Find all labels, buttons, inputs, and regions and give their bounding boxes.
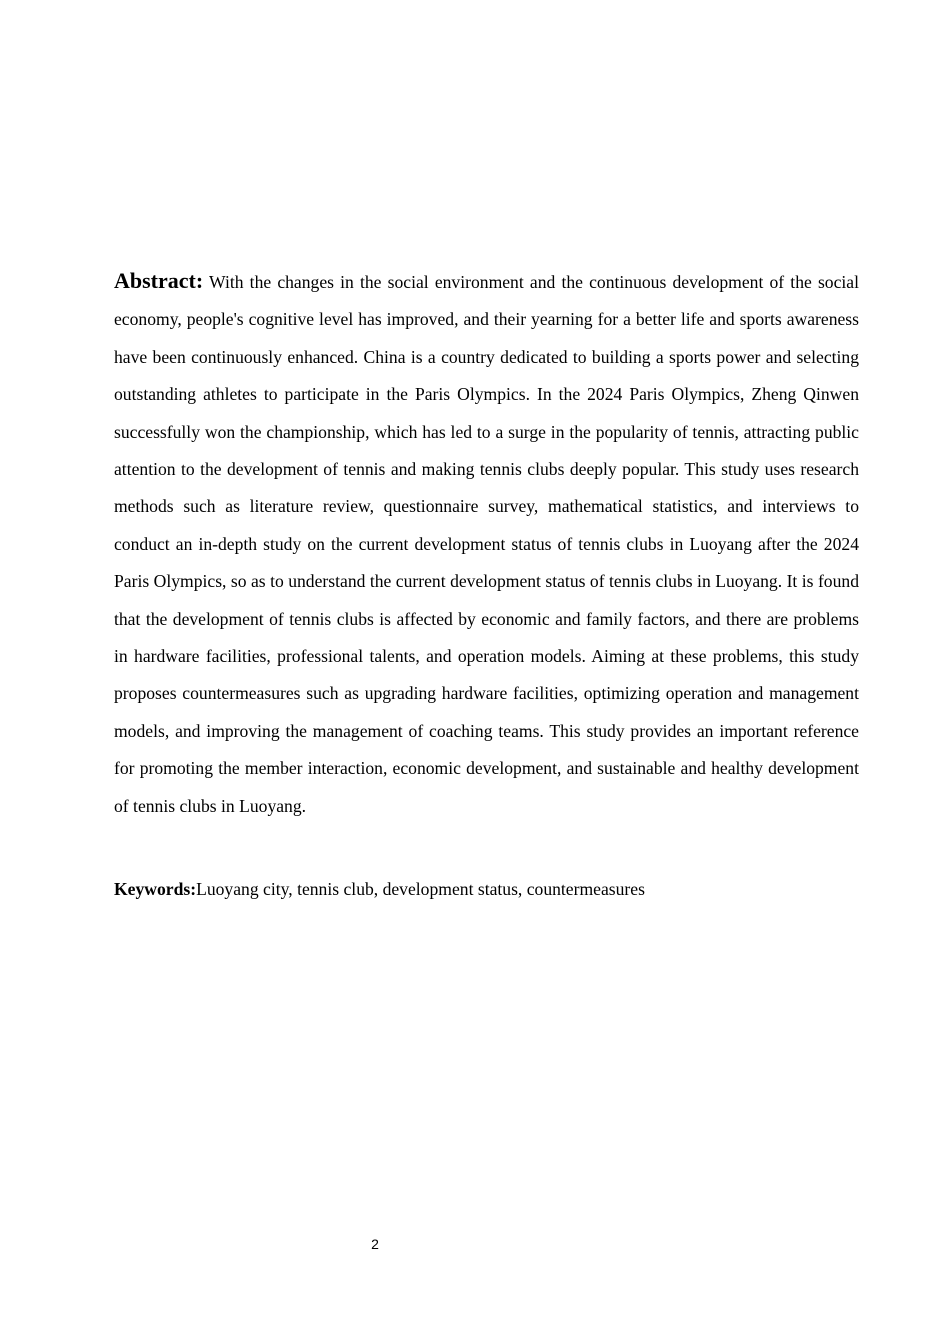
keywords-label: Keywords: bbox=[114, 879, 197, 899]
page-number: 2 bbox=[371, 1236, 379, 1252]
keywords-paragraph bbox=[114, 874, 859, 904]
abstract-paragraph bbox=[114, 262, 859, 825]
abstract-label: Abstract: bbox=[114, 268, 204, 293]
keywords-text: Luoyang city, tennis club, development status, countermeasures bbox=[196, 879, 645, 899]
abstract-text: With the changes in the social environment and the continuous development of the social economy, people's cognitive level has improved, and their yearning for a better life and sports awareness have been continuously enhanced. China is a country dedicated to building a sports power and selecting outstanding athletes to participate in the Paris Olympics. In the 2024 Paris Olympics, Zheng Qinwen successfully won the championship, which has led to a surge in the popularity of tennis, attracting public attention to the development of tennis and making tennis clubs deeply popular. This study uses research methods such as literature review, questionnaire survey, mathematical statistics, and interviews to conduct an in-depth study on the current development status of tennis clubs in Luoyang after the 2024 Paris Olympics, so as to understand the current development status of tennis clubs in Luoyang. It is found that the development of tennis clubs is affected by economic and family factors, and there are problems in hardware facilities, professional talents, and operation models. Aiming at these problems, this study proposes countermeasures such as upgrading hardware facilities, optimizing operation and management models, and improving the management of coaching teams. This study provides an important reference for promoting the member interaction, economic development, and sustainable and healthy development of tennis clubs in Luoyang. bbox=[114, 272, 859, 816]
